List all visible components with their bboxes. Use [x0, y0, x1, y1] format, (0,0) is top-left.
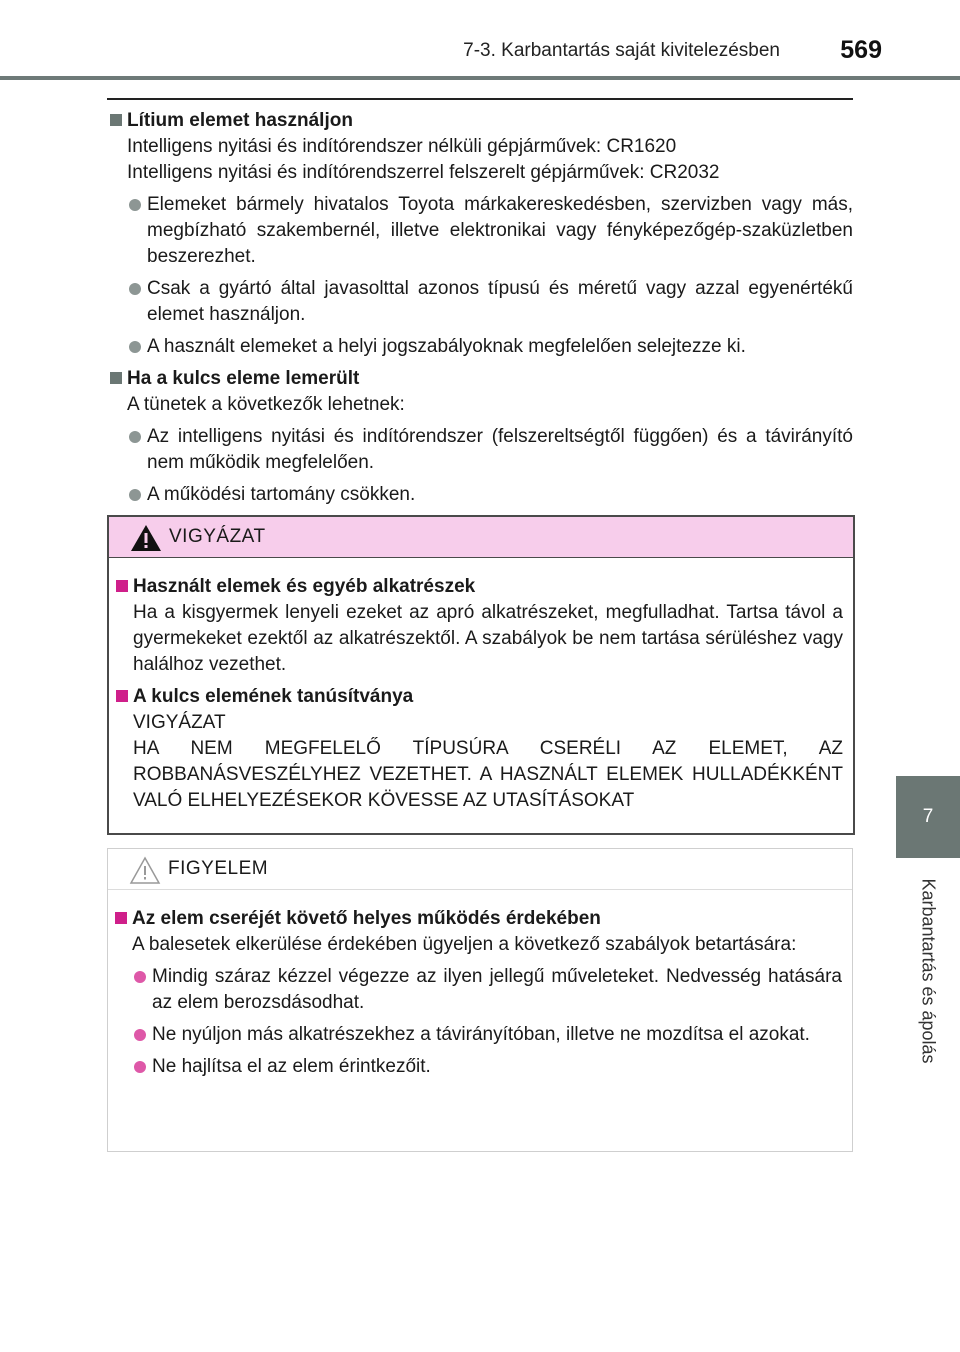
caution-heading: A kulcs elemének tanúsítványa	[113, 684, 843, 710]
notice-box-header	[108, 849, 852, 890]
caution-label: VIGYÁZAT	[133, 712, 226, 733]
list-item: Az intelligens nyitási és indítórendszer (felszereltségtől függően) és a távirányító nem működik megfelelően.	[107, 424, 853, 476]
caution-text: Ha a kisgyermek lenyeli ezeket az apró alkatrészeket, megfulladhat. Tartsa távol a gyermekeket ezektől az alkatrészektől. A szabályok be nem tartása sérüléshez vagy halálhoz vezethet.	[133, 602, 843, 675]
caution-title: VIGYÁZAT	[169, 526, 266, 547]
list-item: Csak a gyártó által javasolttal azonos típusú és méretű vagy azzal egyenértékű elemet használjon.	[107, 276, 853, 328]
caution-box-header	[109, 517, 853, 558]
section-heading: Lítium elemet használjon	[107, 108, 853, 134]
page-number: 569	[840, 36, 882, 64]
section-heading: Ha a kulcs eleme lemerült	[107, 366, 853, 392]
warning-icon	[129, 523, 163, 553]
section-rule	[107, 98, 853, 100]
list-item: A működési tartomány csökken.	[107, 482, 853, 508]
header-rule	[0, 76, 960, 80]
notice-box	[107, 848, 853, 1152]
chapter-tab	[896, 860, 960, 1082]
list-item: A használt elemeket a helyi jogszabályoknak megfelelően selejtezze ki.	[107, 334, 853, 360]
list-item: Ne nyúljon más alkatrészekhez a távirányítóban, illetve ne mozdítsa el azokat.	[112, 1022, 842, 1048]
chapter-tab-number: 7	[896, 776, 960, 858]
battery-type-line: Intelligens nyitási és indítórendszerrel felszerelt gépjárművek: CR2032	[127, 162, 720, 183]
notice-title: FIGYELEM	[168, 858, 269, 879]
caution-box	[107, 515, 855, 835]
battery-type-line: Intelligens nyitási és indítórendszer nélküli gépjárművek: CR1620	[127, 136, 677, 157]
list-item: Mindig száraz kézzel végezze az ilyen jellegű műveleteket. Nedvesség hatására az elem berozsdásodhat.	[112, 964, 842, 1016]
caution-text: HA NEM MEGFELELŐ TÍPUSÚRA CSERÉLI AZ ELEMET, AZ ROBBANÁSVESZÉLYHEZ VEZETHET. A HASZNÁLT ELEMEK HULLADÉKKÉNT VALÓ ELHELYEZÉSEKOR KÖVESSE AZ UTASÍTÁSOKAT	[133, 738, 843, 811]
caution-heading: Használt elemek és egyéb alkatrészek	[113, 574, 843, 600]
paragraph: A tünetek a következők lehetnek:	[127, 394, 405, 415]
list-item: Ne hajlítsa el az elem érintkezőit.	[112, 1054, 842, 1080]
warning-outline-icon	[128, 855, 162, 885]
main-content	[107, 108, 853, 508]
running-header: 7-3. Karbantartás saját kivitelezésben	[463, 40, 780, 61]
notice-text: A balesetek elkerülése érdekében ügyeljen a következő szabályok betartására:	[132, 934, 797, 955]
chapter-tab-label: Karbantartás és ápolás	[918, 878, 939, 1064]
list-item: Elemeket bármely hivatalos Toyota márkakereskedésben, szervizben vagy más, megbízható szakembernél, illetve elektronikai vagy fényképezőgép-szaküzletben beszerezhet.	[107, 192, 853, 270]
notice-heading: Az elem cseréjét követő helyes működés érdekében	[112, 906, 842, 932]
